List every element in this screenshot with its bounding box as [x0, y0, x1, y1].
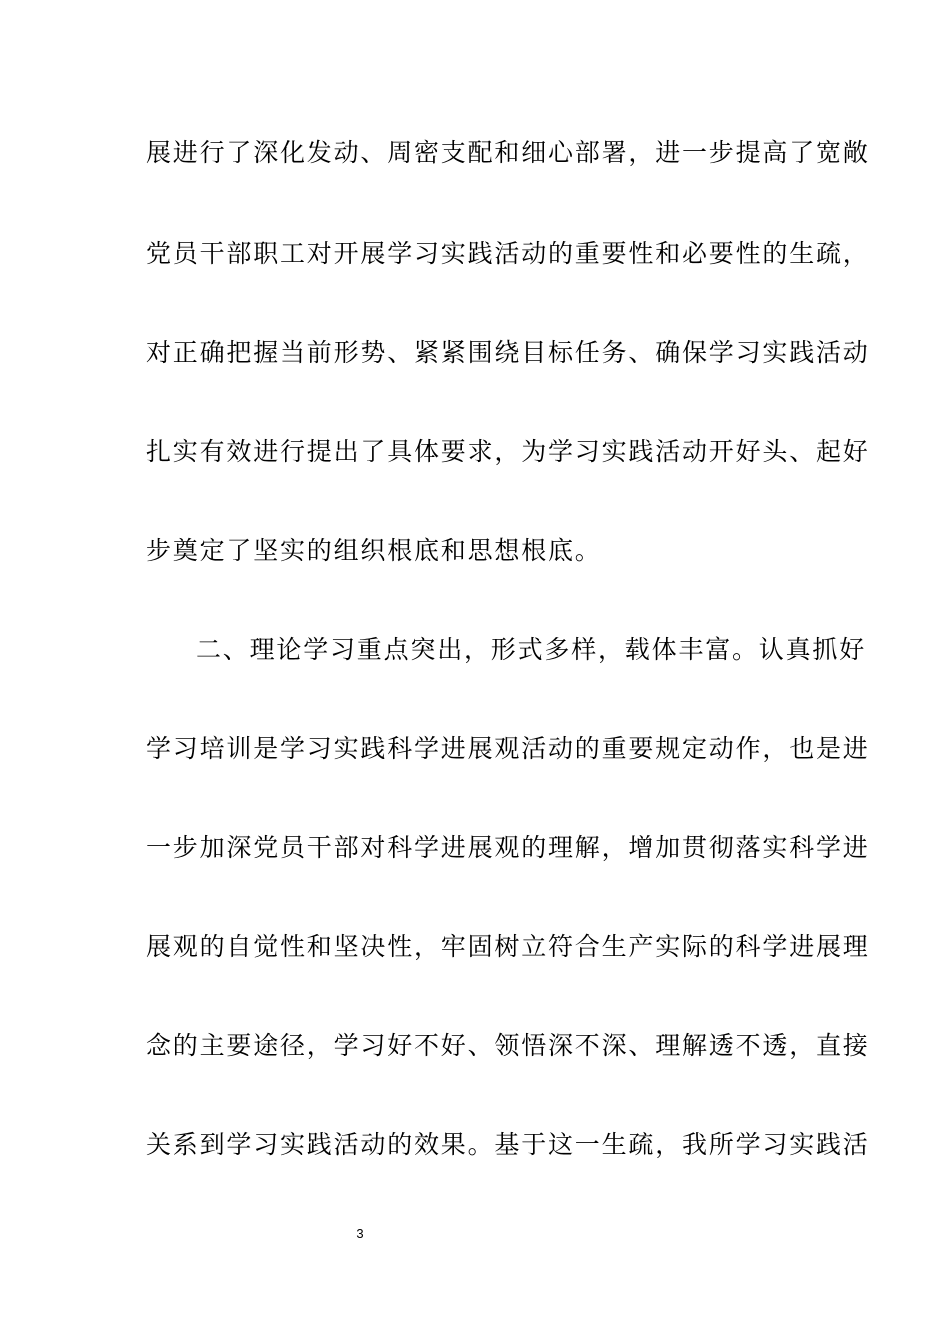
text-line: 学习培训是学习实践科学进展观活动的重要规定动作，也是进: [146, 734, 870, 763]
text-line: 步奠定了坚实的组织根底和思想根底。: [146, 536, 602, 565]
text-line: 展进行了深化发动、周密支配和细心部署，进一步提高了宽敞: [146, 138, 870, 167]
text-line: 对正确把握当前形势、紧紧围绕目标任务、确保学习实践活动: [146, 338, 870, 367]
text-line: 一步加深党员干部对科学进展观的理解，增加贯彻落实科学进: [146, 833, 870, 862]
text-line: 念的主要途径，学习好不好、领悟深不深、理解透不透，直接: [146, 1031, 870, 1060]
text-line: 二、理论学习重点突出，形式多样，载体丰富。认真抓好: [196, 635, 867, 664]
text-line: 党员干部职工对开展学习实践活动的重要性和必要性的生疏，: [146, 239, 870, 268]
text-line: 关系到学习实践活动的效果。基于这一生疏，我所学习实践活: [146, 1130, 870, 1159]
text-line: 扎实有效进行提出了具体要求，为学习实践活动开好头、起好: [146, 437, 870, 466]
page-number: 3: [356, 1226, 364, 1241]
text-line: 展观的自觉性和坚决性，牢固树立符合生产实际的科学进展理: [146, 932, 870, 961]
